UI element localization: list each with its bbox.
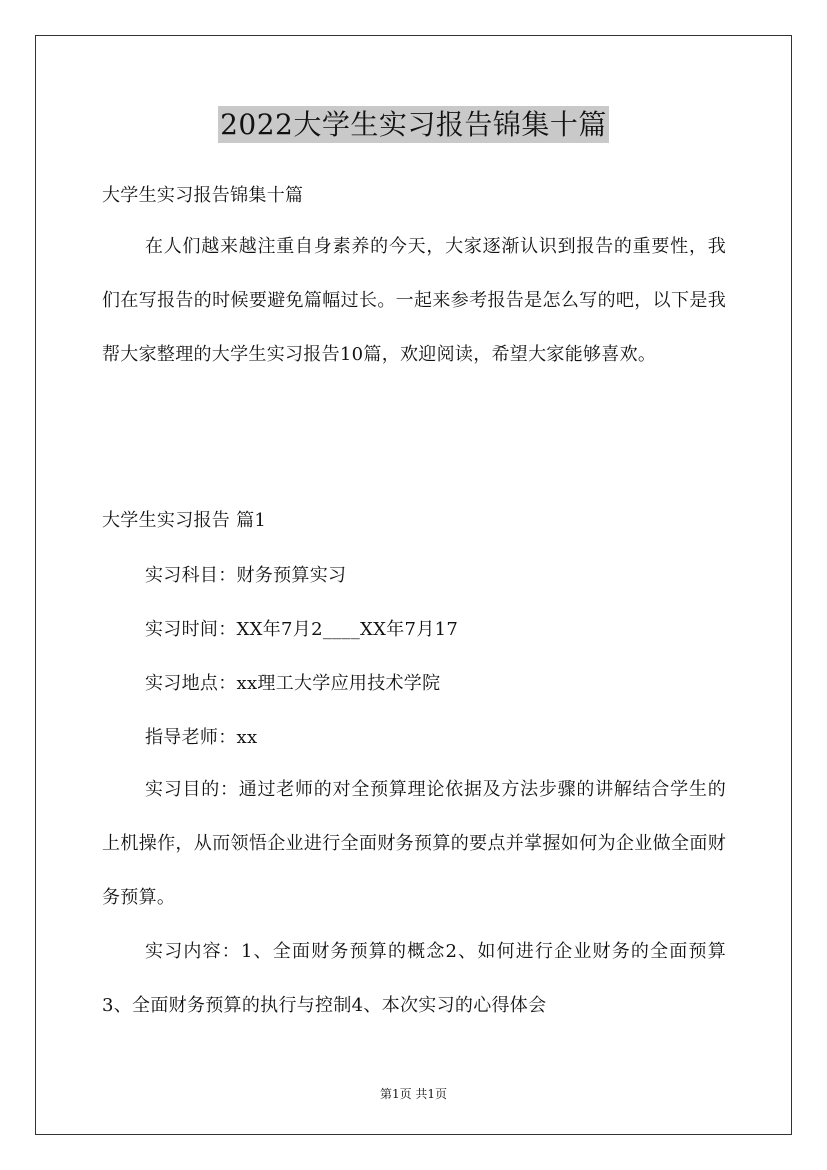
- internship-time: 实习时间：XX年7月2____XX年7月17: [145, 619, 459, 640]
- internship-subject: 实习科目：财务预算实习: [145, 565, 347, 586]
- document-title: 2022大学生实习报告锦集十篇: [220, 108, 607, 141]
- internship-purpose: 实习目的：通过老师的对全预算理论依据及方法步骤的讲解结合学生的上机操作，从而领悟企业进行全面财务预算的要点并掌握如何为企业做全面财务预算。: [102, 779, 726, 908]
- page-footer: 第1页 共1页: [379, 1087, 448, 1101]
- internship-content: 实习内容：1、全面财务预算的概念2、如何进行企业财务的全面预算3、全面财务预算的执行与控制4、本次实习的心得体会: [102, 941, 726, 1016]
- intro-paragraph: 在人们越来越注重自身素养的今天，大家逐渐认识到报告的重要性，我们在写报告的时候要避免篇幅过长。一起来参考报告是怎么写的吧，以下是我帮大家整理的大学生实习报告10篇，欢迎阅读，希望大家能够喜欢。: [102, 236, 726, 365]
- internship-advisor: 指导老师：xx: [145, 727, 258, 748]
- internship-location: 实习地点：xx理工大学应用技术学院: [145, 673, 441, 694]
- document-title-wrap: [0, 103, 827, 143]
- section-heading: 大学生实习报告 篇1: [102, 510, 267, 531]
- document-subtitle: 大学生实习报告锦集十篇: [102, 185, 304, 206]
